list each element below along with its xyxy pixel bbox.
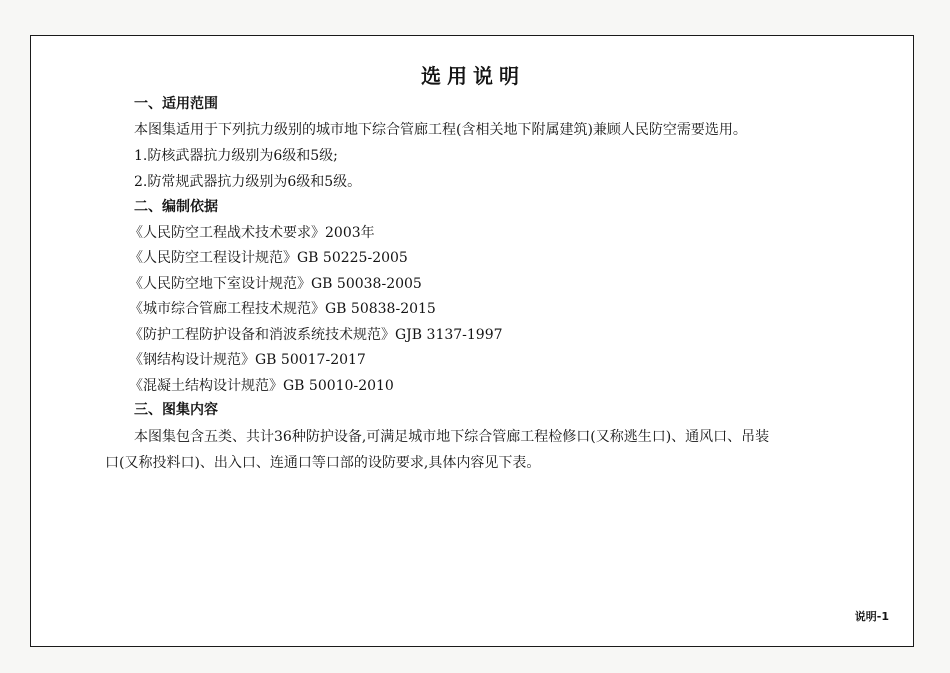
section-heading-basis: 二、编制依据 [134, 199, 218, 215]
reference-item: 《人民防空工程设计规范》GB 50225-2005 [129, 250, 408, 266]
reference-item: 《钢结构设计规范》GB 50017-2017 [129, 352, 366, 368]
scope-item-conventional: 2.防常规武器抗力级别为6级和5级。 [134, 174, 362, 190]
reference-item: 《混凝土结构设计规范》GB 50010-2010 [129, 378, 394, 394]
scope-text: 本图集适用于下列抗力级别的城市地下综合管廊工程(含相关地下附属建筑)兼顾人民防空需要选用。 [134, 122, 747, 138]
reference-item: 《人民防空地下室设计规范》GB 50038-2005 [129, 276, 422, 292]
section-heading-contents: 三、图集内容 [134, 402, 218, 418]
reference-item: 《城市综合管廊工程技术规范》GB 50838-2015 [129, 301, 436, 317]
page-number: 说明-1 [854, 610, 889, 623]
contents-text-line-1: 本图集包含五类、共计36种防护设备,可满足城市地下综合管廊工程检修口(又称逃生口)、通风口、吊装 [134, 429, 770, 445]
reference-item: 《人民防空工程战术技术要求》2003年 [129, 225, 375, 241]
drawing-frame [30, 35, 914, 647]
scope-item-nuclear: 1.防核武器抗力级别为6级和5级; [134, 148, 338, 164]
document-title: 选用说明 [421, 64, 525, 88]
contents-text-line-2: 口(又称投料口)、出入口、连通口等口部的设防要求,具体内容见下表。 [105, 455, 541, 471]
section-heading-scope: 一、适用范围 [134, 96, 218, 112]
reference-item: 《防护工程防护设备和消波系统技术规范》GJB 3137-1997 [129, 327, 503, 343]
